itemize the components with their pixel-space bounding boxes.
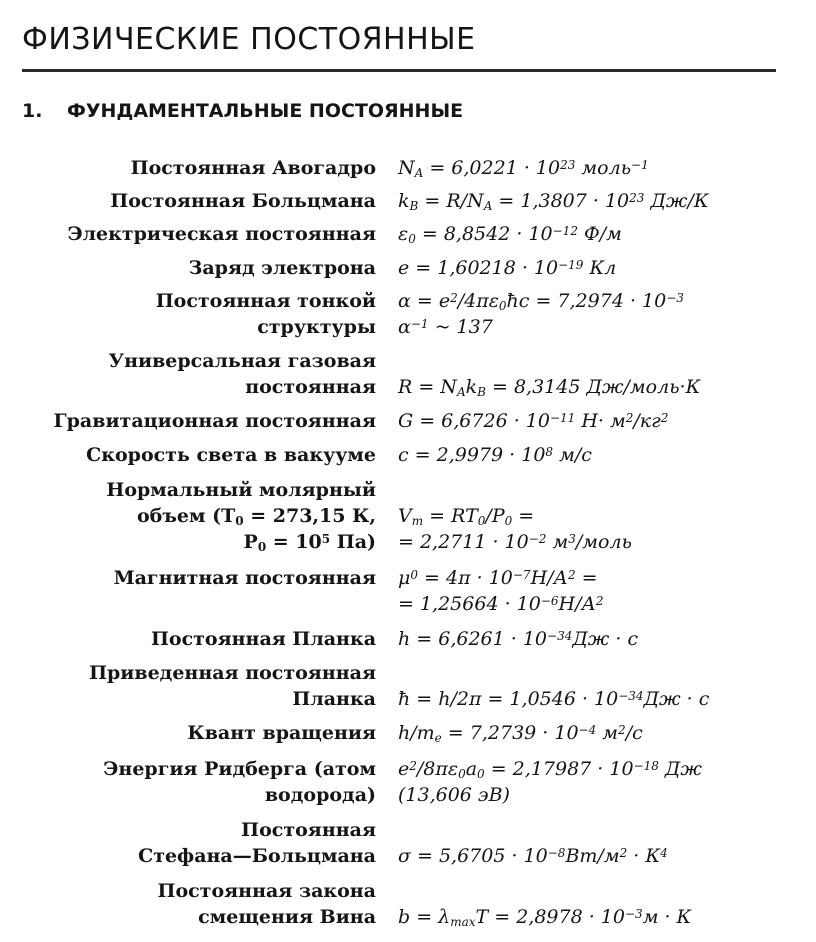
constant-value: $\varepsilon_0 = 8,8542 \cdot 10^{-12}$ Ф/м xyxy=(398,223,622,246)
constant-label: Энергия Ридберга (атом xyxy=(103,758,376,780)
constant-value: ħ = $h/2\pi = 1,0546 \cdot 10^{-34}Дж \cdot с$ xyxy=(398,688,710,710)
constant-row xyxy=(0,189,816,213)
page-title: ФИЗИЧЕСКИЕ ПОСТОЯННЫЕ xyxy=(22,22,476,57)
constant-value: $h/m_e = 7,2739 \cdot 10^{-4}$ $м^2/с$ xyxy=(398,722,643,745)
constant-label: Электрическая постоянная xyxy=(67,223,376,245)
constant-value: $c = 2,9979 \cdot 10^8$ м/с xyxy=(398,444,592,466)
constant-label: Постоянная Больцмана xyxy=(110,190,376,212)
constant-value: $V_m = RT_0/P_0$ = xyxy=(398,505,535,528)
constant-row xyxy=(0,905,816,929)
section-number: 1. xyxy=(22,100,43,122)
section-title: ФУНДАМЕНТАЛЬНЫЕ ПОСТОЯННЫЕ xyxy=(67,100,464,122)
constant-label: Гравитационная постоянная xyxy=(53,410,376,432)
constant-value: $e = 1,60218 \cdot 10^{-19}$ Кл xyxy=(398,257,617,279)
constant-label: водорода) xyxy=(264,784,376,806)
constant-row xyxy=(0,757,816,781)
constant-label: Магнитная постоянная xyxy=(113,567,376,589)
constant-row xyxy=(0,315,816,339)
constant-value: = $1,25664 \cdot 10^{-6}Н/А^2$ xyxy=(398,593,604,615)
constant-row xyxy=(0,566,816,590)
constant-row xyxy=(0,478,816,502)
constant-label: структуры xyxy=(257,316,376,338)
constant-value: $k_B = R/N_A = 1,3807 \cdot 10^{23}$ Дж/К xyxy=(398,190,709,213)
constant-label: Постоянная тонкой xyxy=(155,290,376,312)
constant-label: Заряд электрона xyxy=(188,257,376,279)
constant-row xyxy=(0,530,816,554)
constant-value: $\alpha = e^2/4\pi\varepsilon_0ħc = 7,2974 \cdot 10^{-3}$ xyxy=(398,290,684,313)
constant-label: Постоянная xyxy=(241,819,376,841)
constant-value: $\sigma = 5,6705 \cdot 10^{-8}Вт/м^2 \cdot К^4$ xyxy=(398,845,668,867)
constant-row xyxy=(0,256,816,280)
constant-row xyxy=(0,156,816,180)
constant-value: $e^2/8\pi\varepsilon_0a_0 = 2,17987 \cdot 10^{-18}$ Дж xyxy=(398,758,702,781)
constant-label: Постоянная закона xyxy=(157,880,376,902)
constant-row xyxy=(0,844,816,868)
constant-value: $G = 6,6726 \cdot 10^{-11}$ $Н\cdot м^2/кг^2$ xyxy=(398,410,669,432)
constant-value: (13,606 эВ) xyxy=(398,784,510,806)
constant-value: $R = N_Ak_B = 8,3145$ Дж/моль·К xyxy=(398,376,701,399)
constant-label: смещения Вина xyxy=(198,906,376,928)
constant-row xyxy=(0,783,816,807)
constant-label: Постоянная Планка xyxy=(150,628,376,650)
constant-label: Универсальная газовая xyxy=(108,350,376,372)
constant-row xyxy=(0,504,816,528)
constant-label: Приведенная постоянная xyxy=(89,662,376,684)
constant-label: Нормальный молярный xyxy=(106,479,376,501)
constant-row xyxy=(0,443,816,467)
constant-value: = $2,2711 \cdot 10^{-2}$ $м^3$/моль xyxy=(398,531,632,553)
constant-label: Постоянная Авогадро xyxy=(130,157,376,179)
constant-row xyxy=(0,409,816,433)
constant-row xyxy=(0,879,816,903)
constant-row xyxy=(0,222,816,246)
constant-label: постоянная xyxy=(245,376,376,398)
constant-row xyxy=(0,687,816,711)
constant-row xyxy=(0,375,816,399)
constant-row xyxy=(0,349,816,373)
constant-label: Планка xyxy=(292,688,376,710)
constant-label: Квант вращения xyxy=(187,722,376,744)
constant-value: $b = \lambda_{max}T = 2,8978 \cdot 10^{-3}м \cdot К$ xyxy=(398,906,692,929)
constant-label: объем ($T_0 = 273,15$ К, xyxy=(136,505,376,528)
constant-value: $h = 6,6261 \cdot 10^{-34}Дж \cdot с$ xyxy=(398,628,639,650)
constant-row xyxy=(0,721,816,745)
constant-label: $P_0 = 10^5$ Па) xyxy=(243,531,376,554)
constant-row xyxy=(0,592,816,616)
constant-value: $\alpha^{-1}$ ~ 137 xyxy=(398,316,493,338)
constant-row xyxy=(0,627,816,651)
constant-value: $\mu^0 = 4\pi \cdot 10^{-7}Н/А^2$ = xyxy=(398,567,598,589)
constant-label: Стефана—Больцмана xyxy=(138,845,376,867)
constant-row xyxy=(0,661,816,685)
constant-label: Скорость света в вакууме xyxy=(86,444,376,466)
constant-row xyxy=(0,289,816,313)
constant-value: $N_A = 6,0221 \cdot 10^{23}$ моль$^{-1}$ xyxy=(398,157,649,180)
constant-row xyxy=(0,818,816,842)
